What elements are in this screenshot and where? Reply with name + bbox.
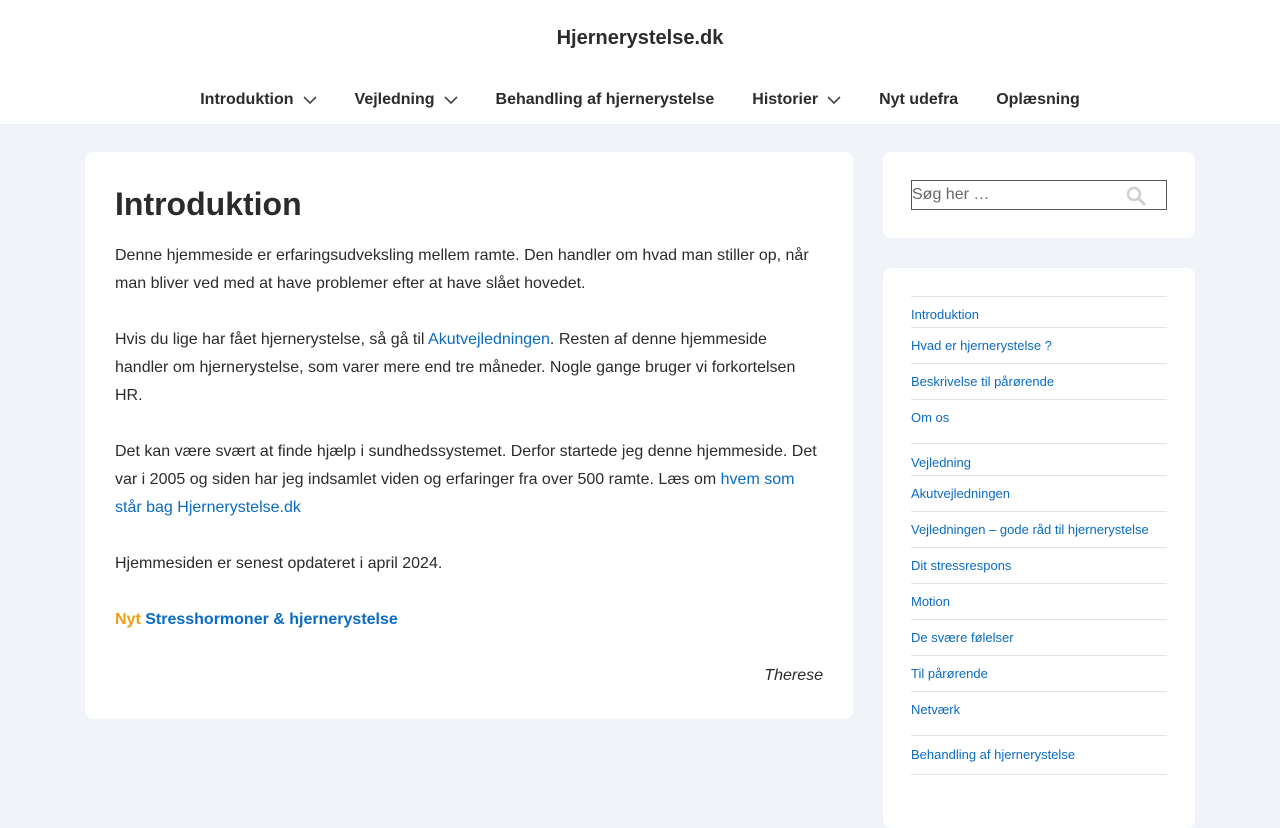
paragraph-text: Hvis du lige har fået hjernerystelse, så gå til: [115, 331, 429, 348]
new-badge: Nyt: [115, 611, 141, 628]
sidebar-item-introduktion[interactable]: Introduktion: [911, 297, 1167, 328]
nav-item-behandling[interactable]: [496, 89, 715, 111]
nav-label: Behandling af hjernerystelse: [495, 91, 715, 108]
nav-item-nyt-udefra[interactable]: [879, 89, 958, 111]
chevron-down-icon: [444, 95, 458, 105]
nav-item-oplaesning[interactable]: [996, 89, 1080, 111]
chevron-down-icon: [303, 95, 317, 105]
sidebar-menu: [911, 296, 1167, 775]
page-title: Introduktion: [115, 186, 302, 222]
nav-item-introduktion[interactable]: [200, 89, 316, 111]
about-paragraph: [115, 438, 823, 522]
site-title[interactable]: Hjernerystelse.dk: [556, 27, 724, 49]
menu-group-vejledning: [911, 444, 1167, 736]
nav-label: Oplæsning: [996, 91, 1080, 108]
nav-label: Nyt udefra: [879, 91, 959, 108]
about-us-link[interactable]: hvem som står bag Hjernerystelse.dk: [115, 471, 795, 516]
nav-item-historier[interactable]: [752, 89, 841, 111]
sidebar-item-behandling[interactable]: Behandling af hjernerystelse: [911, 736, 1167, 775]
paragraph-text: . Resten af denne hjemmeside handler om hjernerystelse, som varer mere end tre måneder. Nogle gange bruger vi forkortelsen HR.: [115, 331, 796, 404]
search-widget: [883, 152, 1195, 238]
akutvejledningen-link[interactable]: Akutvejledningen: [428, 331, 550, 348]
sidebar-menu-widget: [883, 268, 1195, 828]
sidebar-item-hvad-er[interactable]: Hvad er hjernerystelse ?: [911, 328, 1167, 364]
new-article-paragraph: [115, 606, 823, 634]
article-card: [85, 152, 853, 719]
menu-group-introduktion: [911, 296, 1167, 444]
sidebar-item-motion[interactable]: Motion: [911, 584, 1167, 620]
chevron-down-icon: [827, 95, 841, 105]
updated-paragraph: Hjemmesiden er senest opdateret i april 2024.: [115, 555, 443, 572]
new-article-link[interactable]: Stresshormoner & hjernerystelse: [145, 611, 398, 628]
signature: Therese: [764, 667, 823, 684]
sidebar-item-vejledning[interactable]: Vejledning: [911, 444, 1167, 476]
sidebar-item-om-os[interactable]: Om os: [911, 400, 1167, 444]
nav-item-vejledning[interactable]: [355, 89, 458, 111]
sidebar-item-til-paaroerende[interactable]: Til pårørende: [911, 656, 1167, 692]
sidebar-item-akutvejledningen[interactable]: Akutvejledningen: [911, 476, 1167, 512]
sidebar-item-stressrespons[interactable]: Dit stressrespons: [911, 548, 1167, 584]
sidebar-item-svaere-foelelser[interactable]: De svære følelser: [911, 620, 1167, 656]
site-header: [0, 0, 1280, 124]
paragraph-text: Det kan være svært at finde hjælp i sundhedssystemet. Derfor startede jeg denne hjemmeside. Det var i 2005 og siden har jeg indsamlet viden og erfaringer fra over 500 ramte. Læs om: [115, 443, 817, 488]
nav-label: Historier: [752, 91, 819, 108]
main-nav: [0, 89, 1280, 111]
menu-group-behandling: [911, 736, 1167, 775]
nav-label: Introduktion: [200, 91, 294, 108]
search-box: [911, 180, 1167, 210]
search-icon[interactable]: [1126, 186, 1146, 206]
sidebar-item-beskrivelse[interactable]: Beskrivelse til pårørende: [911, 364, 1167, 400]
search-input[interactable]: [912, 181, 1112, 209]
intro-paragraph: Denne hjemmeside er erfaringsudveksling mellem ramte. Den handler om hvad man stiller op, når man bliver ved med at have problemer efter at have slået hovedet.: [115, 247, 809, 292]
nav-label: Vejledning: [354, 91, 435, 108]
sidebar-item-gode-raad[interactable]: Vejledningen – gode råd til hjernerystelse: [911, 512, 1167, 548]
acute-paragraph: [115, 326, 823, 410]
sidebar-item-netvaerk[interactable]: Netværk: [911, 692, 1167, 736]
